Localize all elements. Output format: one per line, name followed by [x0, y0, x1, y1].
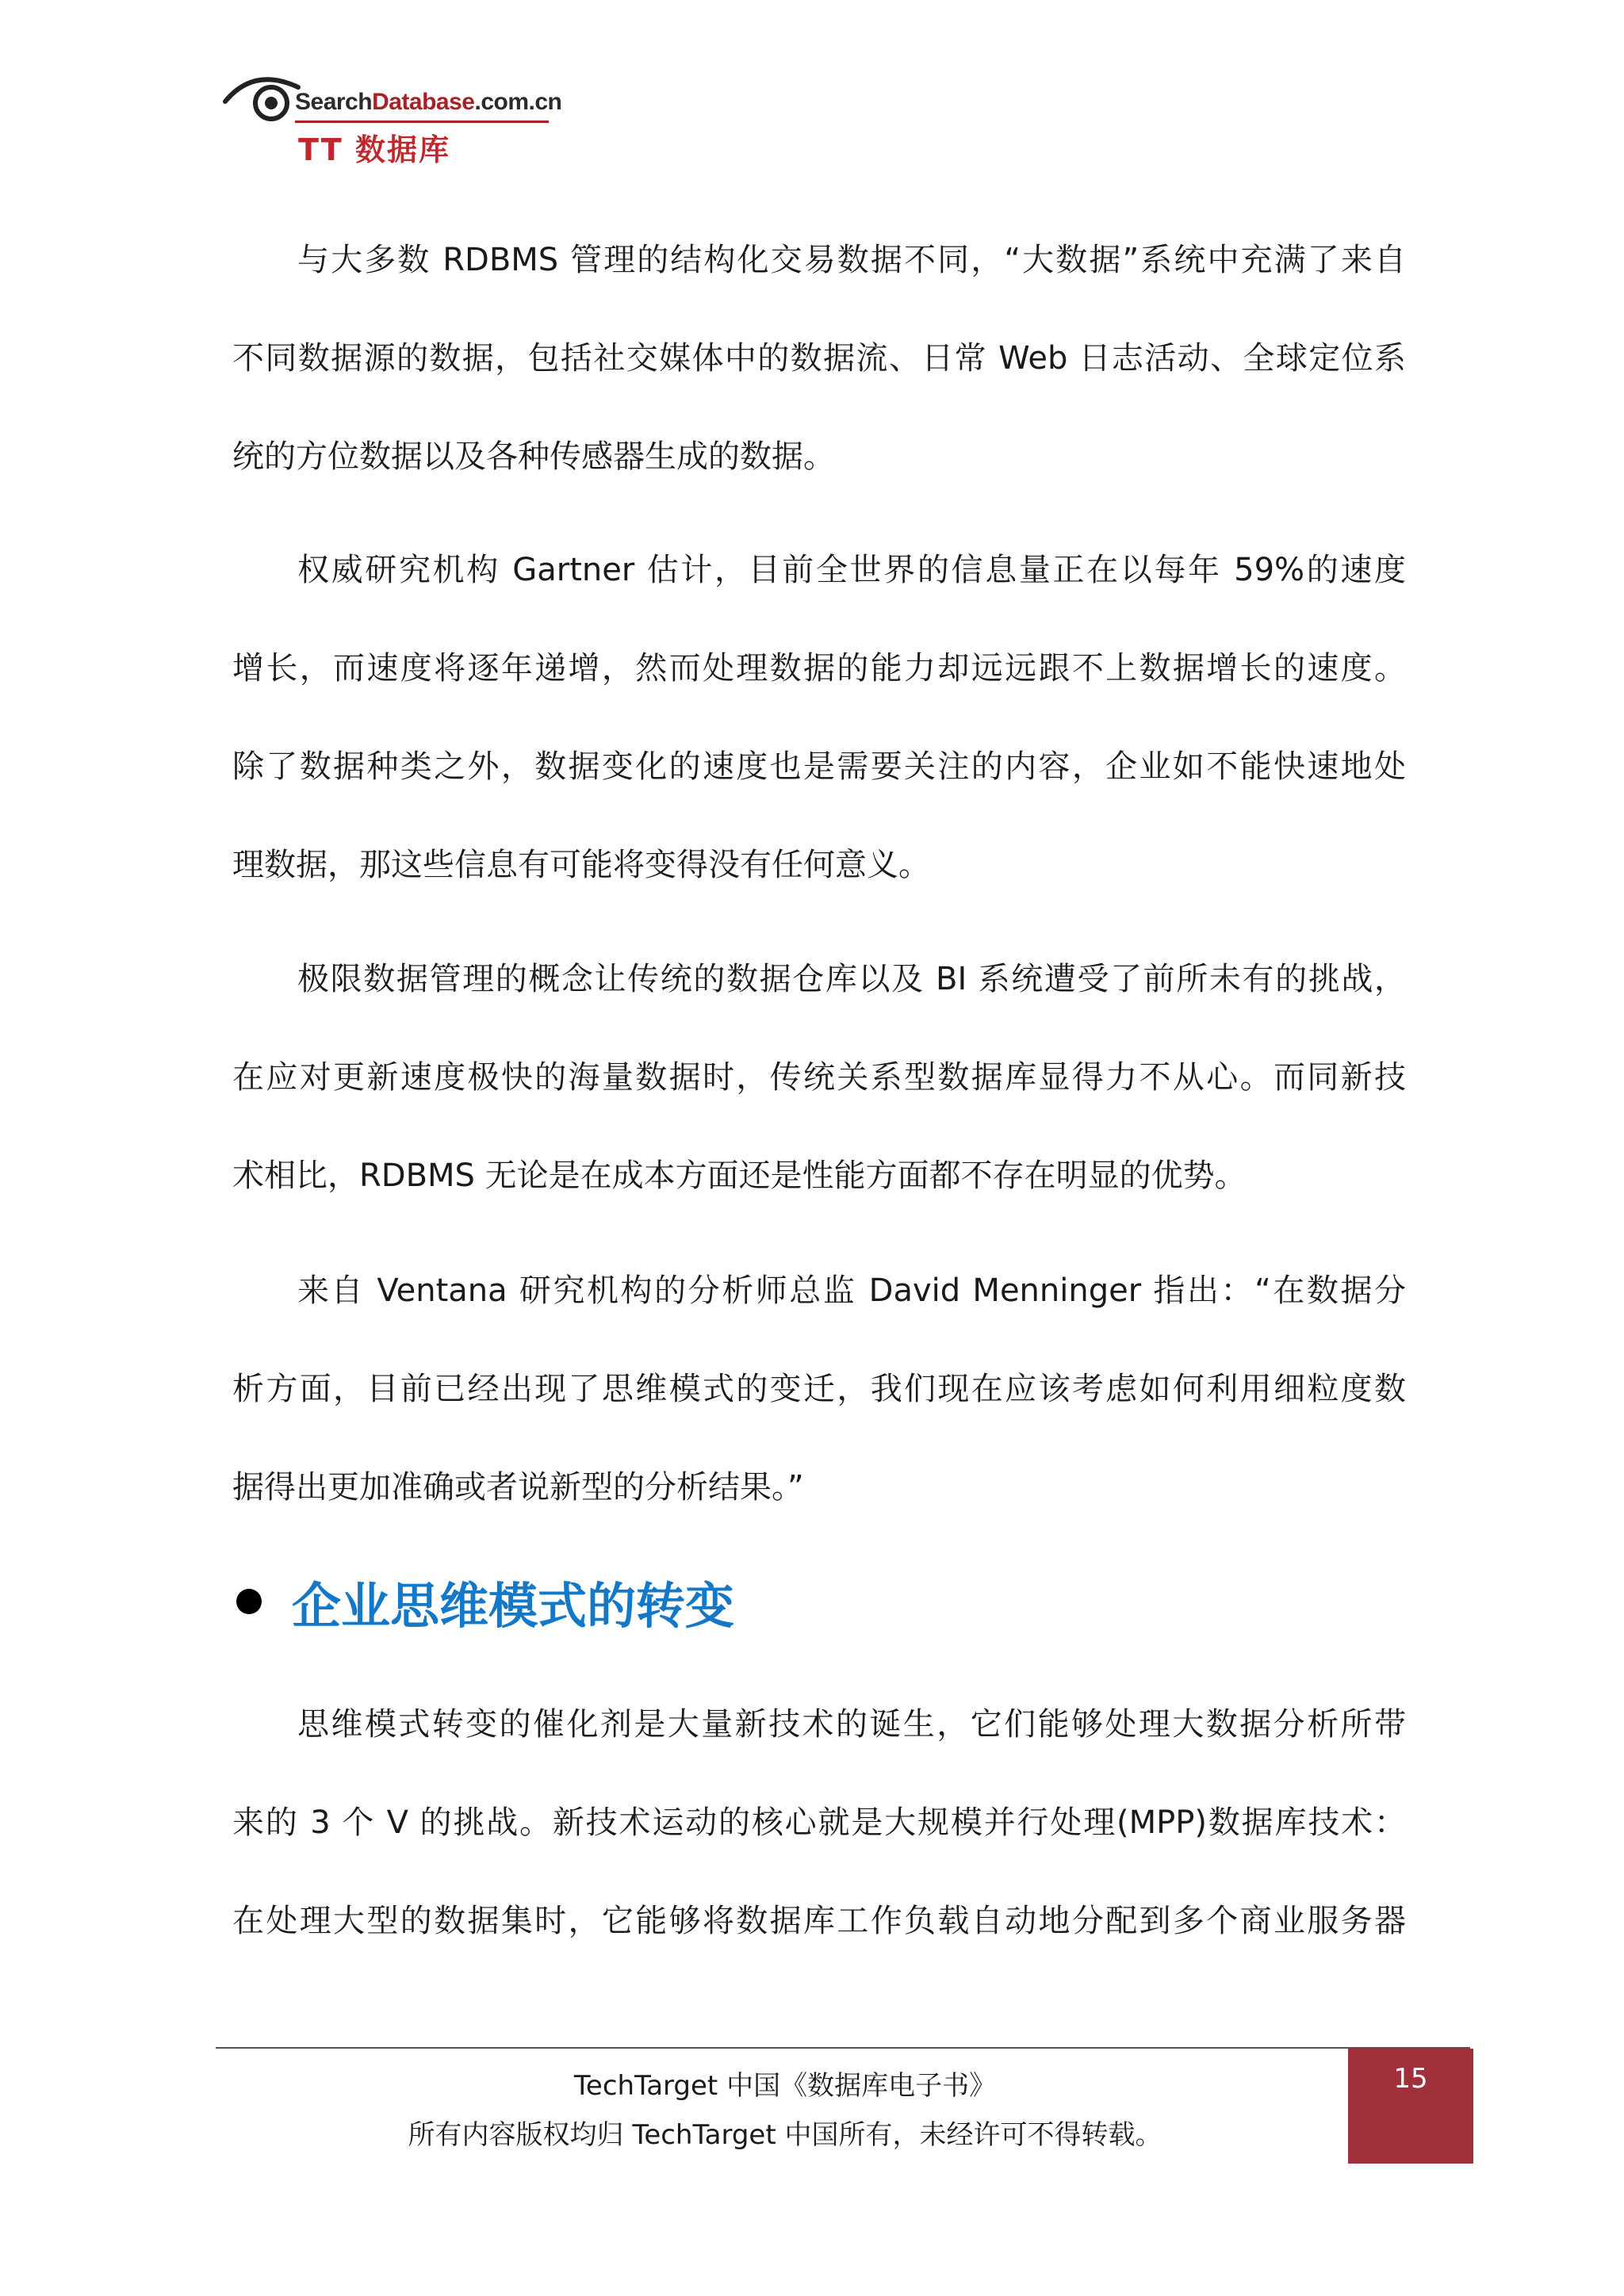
site-logo: [222, 70, 571, 165]
footer-divider: [216, 2047, 1470, 2049]
logo-domain-text: SearchDatabase.com.cn: [295, 89, 562, 115]
paragraph-line: 极限数据管理的概念让传统的数据仓库以及 BI 系统遭受了前所未有的挑战，: [297, 961, 1406, 997]
paragraph-line: 在处理大型的数据集时，它能够将数据库工作负载自动地分配到多个商业服务器: [232, 1903, 1406, 1939]
logo-underline: [295, 121, 549, 123]
paragraph-line: 据得出更加准确或者说新型的分析结果。”: [232, 1469, 804, 1506]
footer-copyright: 所有内容版权均归 TechTarget 中国所有，未经许可不得转载。: [408, 2119, 1162, 2151]
paragraph-line: 除了数据种类之外，数据变化的速度也是需要关注的内容，企业如不能快速地处: [232, 748, 1406, 785]
section-paragraph: [232, 1675, 1406, 1970]
paragraph-line: 析方面，目前已经出现了思维模式的变迁，我们现在应该考虑如何利用细粒度数: [232, 1371, 1406, 1407]
paragraph-line: 统的方位数据以及各种传感器生成的数据。: [232, 438, 835, 475]
paragraph-line: 理数据，那这些信息有可能将变得没有任何意义。: [232, 847, 930, 883]
logo-chinese-text: TT 数据库: [298, 132, 450, 167]
section-heading: [236, 1566, 734, 1637]
paragraph-line: 在应对更新速度极快的海量数据时，传统关系型数据库显得力不从心。而同新技: [232, 1059, 1406, 1096]
paragraph-4: [232, 1242, 1406, 1536]
paragraph-line: 思维模式转变的催化剂是大量新技术的诞生，它们能够处理大数据分析所带: [297, 1706, 1406, 1743]
bullet-icon: [236, 1589, 262, 1614]
paragraph-line: 术相比，RDBMS 无论是在成本方面还是性能方面都不存在明显的优势。: [232, 1158, 1247, 1194]
paragraph-line: 来自 Ventana 研究机构的分析师总监 David Menninger 指出：“在数据分: [297, 1272, 1406, 1309]
paragraph-3: [232, 930, 1406, 1225]
footer-title: TechTarget 中国《数据库电子书》: [573, 2070, 997, 2102]
paragraph-line: 权威研究机构 Gartner 估计，目前全世界的信息量正在以每年 59%的速度: [297, 552, 1406, 588]
paragraph-line: 与大多数 RDBMS 管理的结构化交易数据不同，“大数据”系统中充满了来自: [297, 242, 1406, 278]
page-number-box: [1348, 2049, 1473, 2164]
page-number: 15: [1393, 2063, 1428, 2095]
paragraph-line: 来的 3 个 V 的挑战。新技术运动的核心就是大规模并行处理(MPP)数据库技术：: [232, 1804, 1406, 1841]
paragraph-1: [232, 211, 1406, 506]
paragraph-line: 不同数据源的数据，包括社交媒体中的数据流、日常 Web 日志活动、全球定位系: [232, 340, 1406, 377]
paragraph-2: [232, 521, 1406, 914]
paragraph-line: 增长，而速度将逐年递增，然而处理数据的能力却远远跟不上数据增长的速度。: [232, 650, 1406, 687]
section-heading-text: 企业思维模式的转变: [292, 1576, 735, 1635]
